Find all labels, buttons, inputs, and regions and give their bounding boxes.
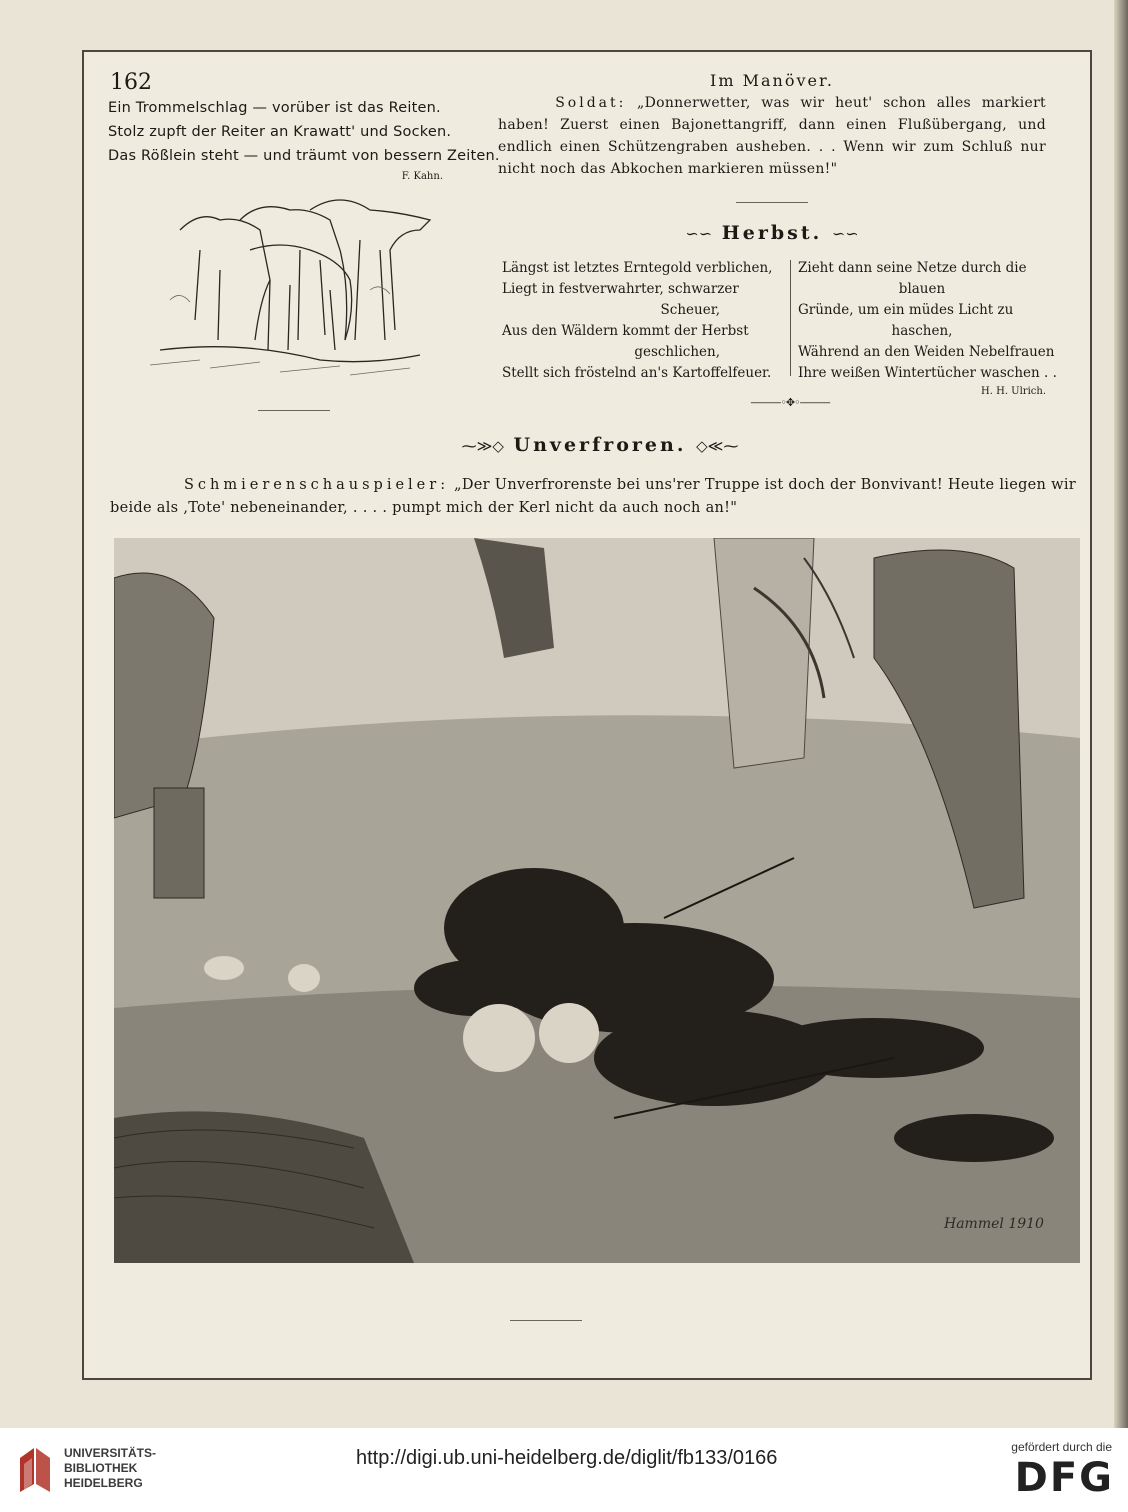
herbst-line: Liegt in festverwahrter, schwarzer (502, 281, 739, 297)
ornament-left-icon: ⁓≫◇ (461, 437, 504, 455)
poem-author: F. Kahn. (401, 171, 443, 182)
illustration-signature: Hammel 1910 (944, 1216, 1044, 1232)
library-name (64, 1446, 156, 1491)
library-line: BIBLIOTHEK (64, 1461, 138, 1475)
source-url[interactable]: http://digi.ub.uni-heidelberg.de/diglit/fb133/0166 (356, 1447, 778, 1469)
herbst-line: Ihre weißen Wintertücher waschen . . (798, 365, 1057, 381)
unverfroren-speaker: Schmierenschauspieler: (184, 477, 450, 493)
poem-line: Das Rößlein steht — und träumt von bessern Zeiten. (108, 148, 500, 164)
unverfroren-heading (110, 434, 1090, 456)
im-manover-text: „Donnerwetter, was wir heut' schon alles markiert haben! Zuerst einen Bajonettangriff, dann einen Flußübergang, und endlich einen Schützengraben ausheben. . . Wenn wir zum Schluß nur nicht noch das Abkochen markieren müssen!" (498, 95, 1046, 177)
herbst-line: Stellt sich fröstelnd an's Kartoffelfeuer. (502, 365, 772, 381)
page-number: 162 (110, 70, 152, 95)
poem-line: Stolz zupft der Reiter an Krawatt' und Socken. (108, 124, 452, 140)
herbst-line: Scheuer, (660, 302, 720, 318)
herbst-line: blauen (898, 281, 946, 297)
divider-rule (258, 410, 330, 411)
im-manover-title: Im Manöver. (710, 71, 834, 90)
im-manover-speaker: Soldat: (555, 95, 627, 111)
ornament-right-icon: ◇≪⁓ (696, 437, 739, 455)
unverfroren-title: Unverfroren. (513, 434, 687, 456)
herbst-line: geschlichen, (634, 344, 720, 360)
stage-illustration (114, 538, 1080, 1263)
herbst-line: Während an den Weiden Nebelfrauen (798, 344, 1055, 360)
university-library-logo-icon (14, 1440, 60, 1500)
herbst-line: Gründe, um ein müdes Licht zu (798, 302, 1014, 318)
library-line: UNIVERSITÄTS- (64, 1446, 157, 1460)
unverfroren-text: „Der Unverfrorenste bei uns'rer Truppe ist doch der Bonvivant! Heute liegen wir beide als ‚Tote' nebeneinander, . . . . pumpt mich der Kerl nicht da auch noch an!" (110, 477, 1076, 516)
dfg-logo: DFG (1014, 1455, 1114, 1501)
im-manover-body (498, 92, 1046, 180)
herbst-line: Aus den Wäldern kommt der Herbst (502, 323, 749, 339)
herbst-line: Zieht dann seine Netze durch die (798, 260, 1027, 276)
ornament-left-icon: ∽∽ (685, 224, 713, 243)
herbst-column-left (502, 258, 784, 384)
horses-illustration (140, 190, 440, 390)
herbst-title: Herbst. (721, 222, 823, 244)
herbst-heading (498, 222, 1046, 244)
im-manover-section (498, 70, 1046, 180)
herbst-poem (502, 258, 1057, 382)
divider-rule (510, 1320, 582, 1321)
herbst-column-right (798, 258, 1057, 384)
herbst-line: Längst ist letztes Erntegold verblichen, (502, 260, 773, 276)
poem-line: Ein Trommelschlag — vorüber ist das Reiten. (108, 100, 441, 116)
herbst-line: haschen, (891, 323, 953, 339)
ornament-right-icon: ∽∽ (831, 224, 859, 243)
library-line: HEIDELBERG (64, 1476, 143, 1490)
funding-note: gefördert durch die (1011, 1440, 1112, 1454)
flourish-icon: ———◦✥◦——— (750, 396, 830, 409)
poem-ride (108, 96, 500, 189)
unverfroren-body (110, 474, 1076, 520)
divider-rule (736, 202, 808, 203)
scan-edge-shadow (1114, 0, 1128, 1428)
herbst-author: H. H. Ulrich. (981, 386, 1046, 397)
column-divider (790, 260, 791, 376)
footer-bar (0, 1428, 1128, 1512)
